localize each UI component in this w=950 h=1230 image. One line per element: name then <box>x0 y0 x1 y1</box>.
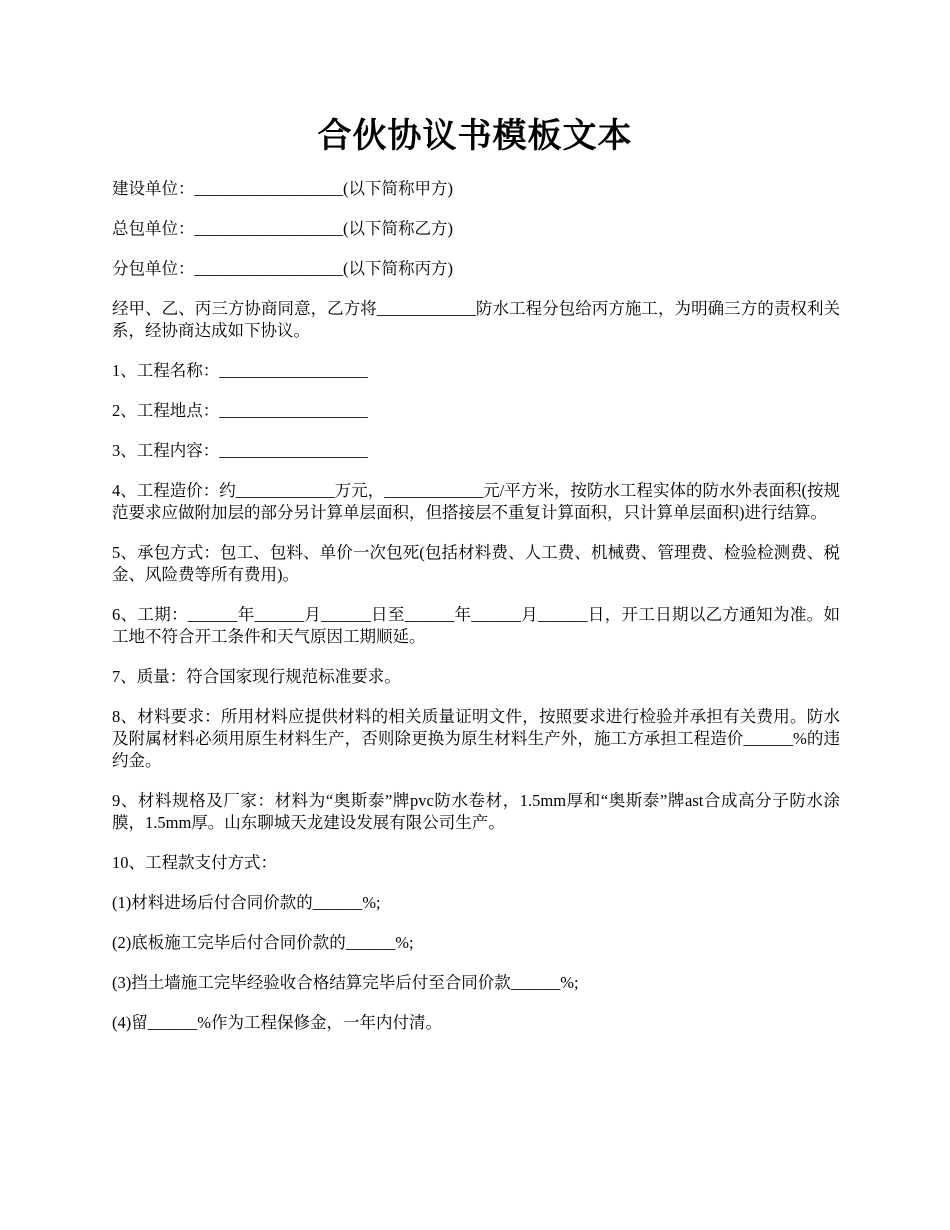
paragraph-project-content: 3、工程内容：__________________ <box>112 441 368 460</box>
paragraph-payment-2: (2)底板施工完毕后付合同价款的______%; <box>112 933 414 952</box>
paragraph-material-specs: 9、材料规格及厂家：材料为“奥斯泰”牌pvc防水卷材，1.5mm厚和“奥斯泰”牌ast合成高分子防水涂膜，1.5mm厚。山东聊城天龙建设发展有限公司生产。 <box>112 791 840 832</box>
paragraph-payment-3: (3)挡土墙施工完毕经验收合格结算完毕后付至合同价款______%; <box>112 973 579 992</box>
paragraph-payment-heading: 10、工程款支付方式： <box>112 853 277 872</box>
paragraph-quality: 7、质量：符合国家现行规范标准要求。 <box>112 667 401 686</box>
paragraph-subcontractor: 分包单位：__________________(以下简称丙方) <box>112 259 453 278</box>
paragraph-project-location: 2、工程地点：__________________ <box>112 401 368 420</box>
paragraph-agreement-intro: 经甲、乙、丙三方协商同意，乙方将____________防水工程分包给丙方施工，为明确三方的责权利关系，经协商达成如下协议。 <box>112 299 840 340</box>
paragraph-client: 建设单位：__________________(以下简称甲方) <box>112 179 453 198</box>
paragraph-project-name: 1、工程名称：__________________ <box>112 361 368 380</box>
paragraph-project-cost: 4、工程造价：约____________万元，____________元/平方米，按防水工程实体的防水外表面积(按规范要求应做附加层的部分另计算单层面积，但搭接层不重复计算面积，只计算单层面积)进行结算。 <box>112 481 840 522</box>
paragraph-schedule: 6、工期：______年______月______日至______年______月______日，开工日期以乙方通知为准。如工地不符合开工条件和天气原因工期顺延。 <box>112 605 840 646</box>
paragraph-contract-method: 5、承包方式：包工、包料、单价一次包死(包括材料费、人工费、机械费、管理费、检验检测费、税金、风险费等所有费用)。 <box>112 543 840 584</box>
paragraph-payment-1: (1)材料进场后付合同价款的______%; <box>112 893 381 912</box>
paragraph-payment-4: (4)留______%作为工程保修金，一年内付清。 <box>112 1013 442 1032</box>
paragraph-material-requirements: 8、材料要求：所用材料应提供材料的相关质量证明文件，按照要求进行检验并承担有关费用。防水及附属材料必须用原生材料生产，否则除更换为原生材料生产外，施工方承担工程造价______%的违约金。 <box>112 707 840 770</box>
document-body <box>112 178 840 1052</box>
document-title: 合伙协议书模板文本 <box>317 118 633 155</box>
paragraph-general-contractor: 总包单位：__________________(以下简称乙方) <box>112 219 453 238</box>
